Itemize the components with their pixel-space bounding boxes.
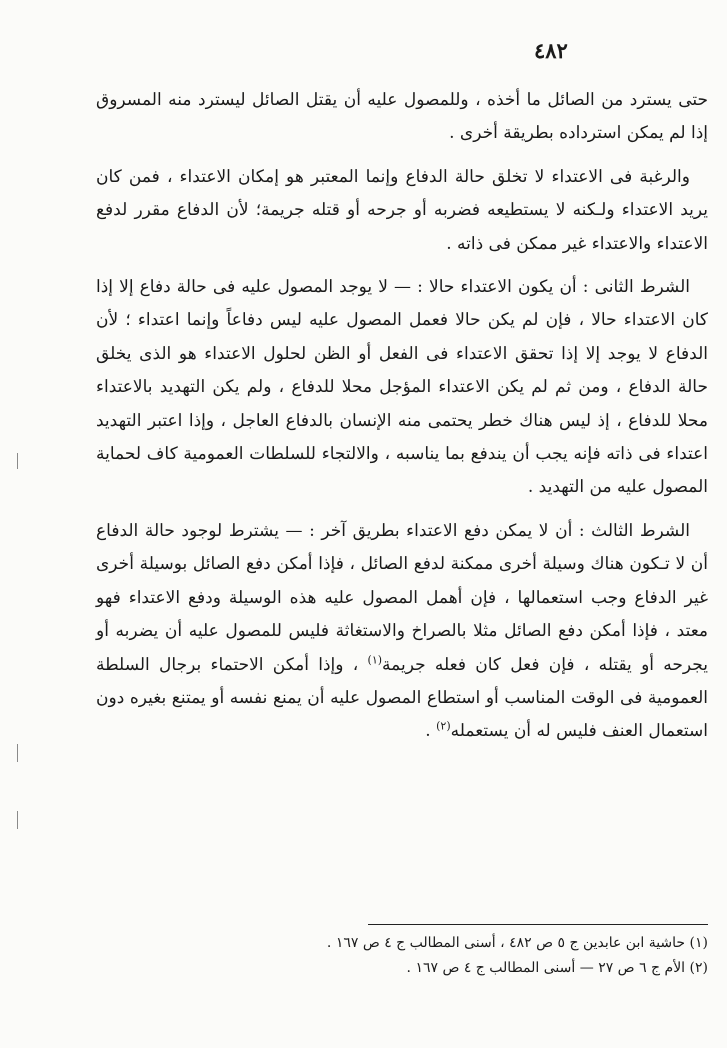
line: يجب أن يندفع بما يناسبه ، والالتجاء للسلطات العمومية كاف لحماية المصول xyxy=(96,444,708,498)
paragraph-2 xyxy=(96,161,708,261)
line: أمكن دفع الصائل بوسيلة أخرى غير الدفاع وجب استعمالها ، فإن أهمل المصول xyxy=(96,554,708,608)
line: فمن كان يريد الاعتداء ولـكنه لا يستطيعه فضربه أو جرحه أو قتله جريمة؛ لأن xyxy=(96,166,709,221)
line: حتى يسترد من الصائل ما أخذه ، وللمصول عليه أن يقتل الصائل ليسترد منه xyxy=(168,90,709,110)
line: المؤجل محلا للدفاع ، ولم يكن التهديد بالاعتداء محلا للدفاع ، إذ ليس هناك xyxy=(96,377,708,431)
paragraph-4 xyxy=(96,515,708,749)
footnote-divider xyxy=(368,924,708,925)
body-text xyxy=(96,84,708,759)
line: عليه هذه الوسيلة ودفع الاعتداء فهو معتد ، فإذا أمكن دفع الصائل مثلا بالصراخ xyxy=(96,587,709,642)
line: الدفاع مقرر لدفع الاعتداء والاعتداء غير ممكن فى ذاته . xyxy=(96,200,708,254)
scan-margin-mark xyxy=(17,453,18,469)
paragraph-3 xyxy=(96,271,708,505)
page-number: ٤٨٢ xyxy=(534,38,568,63)
line: ، وإذا أمكن الاحتماء برجال السلطة العمومية فى الوقت المناسب xyxy=(96,654,708,708)
line: لوجود حالة الدفاع أن لا تـكون هناك وسيلة أخرى ممكنة لدفع الصائل ، فإذا xyxy=(96,520,709,575)
footnote-ref-2: (٢) xyxy=(436,719,451,733)
line: والرغبة فى الاعتداء لا تخلق حالة الدفاع وإنما المعتبر هو إمكان الاعتداء ، xyxy=(166,166,690,187)
scan-margin-mark xyxy=(17,811,18,829)
line: فعله جريمة xyxy=(382,654,466,675)
line: الشرط الثالث : أن لا يمكن دفع الاعتداء بطريق آخر : — يشترط xyxy=(228,520,690,541)
line: . xyxy=(425,721,431,742)
footnote-ref-1: (١) xyxy=(367,652,383,666)
line: ليس دفاعاً وإنما اعتداء ؛ لأن الدفاع لا يوجد إلا إذا تحقق الاعتداء فى الفعل xyxy=(96,310,708,364)
line: حالة دفاع إلا إذا كان الاعتداء حالا ، فإن لم يكن حالا فعمل المصول عليه xyxy=(96,277,709,331)
footnotes xyxy=(96,931,708,981)
line: له أن يستعمله xyxy=(450,721,551,742)
line: الشرط الثانى : أن يكون الاعتداء حالا : — لا يوجد المصول عليه فى xyxy=(212,277,690,298)
paragraph-1 xyxy=(96,84,708,151)
scan-margin-mark xyxy=(17,744,18,762)
line: أو استطاع المصول عليه أن يمنع نفسه أو يمتنع بغيره دون استعمال العنف فليس xyxy=(96,687,708,742)
line: أو الظن لحلول الاعتداء هو الذى يخلق حالة الدفاع ، ومن ثم لم يكن الاعتداء xyxy=(96,343,709,398)
footnote-1: (١) حاشية ابن عابدين ج ٥ ص ٤٨٢ ، أسنى المطالب ج ٤ ص ١٦٧ . xyxy=(326,935,708,951)
line: والاستغاثة فليس للمصول عليه أن يضربه أو يجرحه أو يقتله ، فإن فعل كان xyxy=(96,621,708,675)
line: خطر يحتمى منه الإنسان بالدفاع العاجل ، وإذا اعتبر التهديد اعتداء فى ذاته فإنه xyxy=(96,410,709,465)
footnote-2: (٢) الأم ج ٦ ص ٢٧ — أسنى المطالب ج ٤ ص ١٦٧ . xyxy=(406,960,708,976)
line: المسروق إذا لم يمكن استرداده بطريقة أخرى . xyxy=(96,90,708,144)
line: عليه من التهديد . xyxy=(527,477,647,498)
